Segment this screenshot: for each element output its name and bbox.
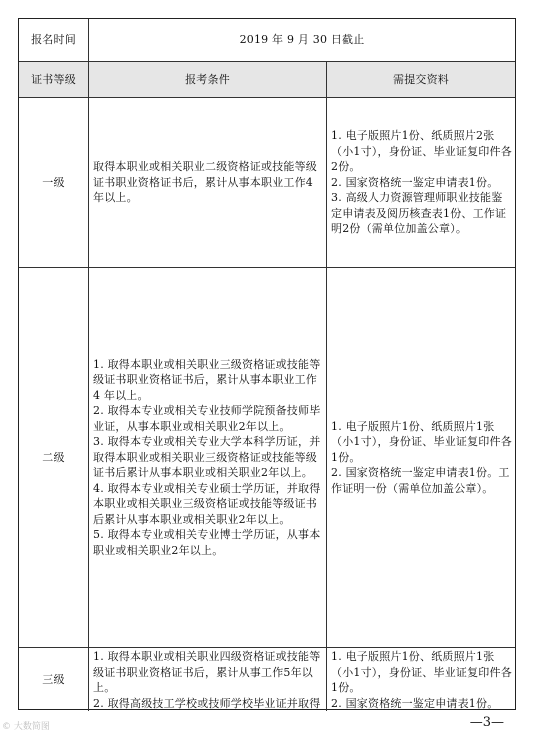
material-item: 2. 国家资格统一鉴定申请表1份。 — [331, 175, 499, 189]
level-cell: 一级 — [19, 98, 89, 267]
material-item: 2. 国家资格统一鉴定申请表1份。 — [331, 696, 499, 710]
condition-item: 1. 取得本职业或相关职业三级资格证或技能等级证书职业资格证书后，累计从事本职业工作 4 年以上。 — [93, 357, 321, 402]
material-item: 2. 国家资格统一鉴定申请表1份。工作证明一份（需单位加盖公章）。 — [331, 466, 510, 495]
materials-cell — [327, 98, 515, 267]
table-row-level-2 — [19, 268, 515, 648]
level-cell: 二级 — [19, 268, 89, 647]
material-item: 1. 电子版照片1份、纸质照片1张（小1寸），身份证、毕业证复印件各1份。 — [331, 650, 512, 694]
page-number: —3— — [469, 715, 504, 730]
table-header-time-row — [19, 19, 515, 62]
watermark-text: © 大数简图 — [2, 722, 50, 732]
condition-item: 2. 取得本专业或相关专业技师学院预备技师毕业证，从事本职业或相关职业2年以上。 — [93, 404, 321, 433]
materials-cell — [327, 648, 515, 711]
time-label: 报名时间 — [19, 19, 89, 61]
column-header-row — [19, 62, 515, 98]
table-row-level-1 — [19, 98, 515, 268]
condition-item: 取得本职业或相关职业二级资格证或技能等级证书职业资格证书后，累计从事本职业工作4年以上。 — [93, 160, 317, 205]
conditions-cell — [89, 98, 327, 267]
column-header-conditions: 报考条件 — [89, 62, 327, 97]
materials-cell — [327, 268, 515, 647]
column-header-level: 证书等级 — [19, 62, 89, 97]
condition-item: 2. 取得高级技工学校或技师学校毕业证并取得 — [93, 696, 321, 710]
column-header-materials: 需提交资料 — [393, 72, 449, 86]
level-cell: 三级 — [19, 648, 89, 711]
material-item: 1. 电子版照片1份、纸质照片1张（小1寸），身份证、毕业证复印件各1份。 — [331, 419, 512, 464]
material-item: 3. 高级人力资源管理师职业技能鉴定申请表及阅历核查表1份、工作证明2份（需单位加盖公章）。 — [331, 191, 507, 236]
conditions-cell — [89, 268, 327, 647]
condition-item: 5. 取得本专业或相关专业博士学历证，从事本职业或相关职业2年以上。 — [93, 528, 321, 557]
material-item: 1. 电子版照片1份、纸质照片2张（小1寸），身份证、毕业证复印件各2份。 — [331, 129, 512, 174]
table-row-level-3 — [19, 648, 515, 711]
deadline-text: 2019 年 9 月 30 日截止 — [239, 33, 365, 47]
condition-item: 3. 取得本专业或相关专业大学本科学历证，并取得本职业或相关职业三级资格证或技能等级证书后累计从事本职业或相关职业2年以上。 — [93, 435, 321, 480]
condition-item: 4. 取得本专业或相关专业硕士学历证，并取得本职业或相关职业三级资格证或技能等级证书后累计从事本职业或相关职业2年以上。 — [93, 481, 321, 526]
condition-item: 1. 取得本职业或相关职业四级资格证或技能等级证书职业资格证书后，累计从事工作5年以上。 — [93, 650, 321, 694]
requirements-table — [18, 18, 516, 710]
conditions-cell — [89, 648, 327, 711]
